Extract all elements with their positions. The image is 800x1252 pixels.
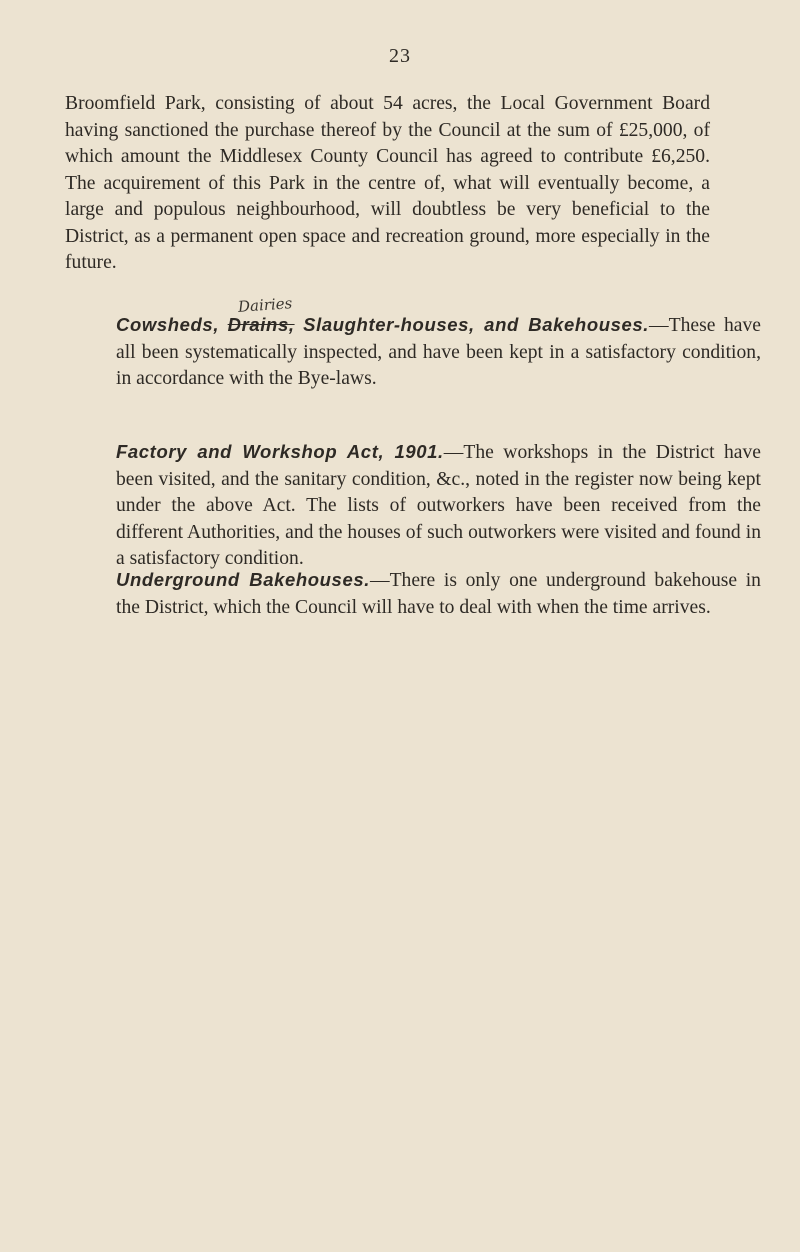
paragraph-cowsheds [65, 312, 761, 393]
bakehouses-heading: Underground Bakehouses. [116, 569, 370, 590]
page-number: 23 [389, 45, 411, 67]
paragraph-underground-bakehouses [65, 567, 761, 621]
struck-word: Drains, [227, 314, 295, 335]
handwritten-correction: Dairies [237, 294, 293, 316]
cowsheds-body: —These have all been systematically inspected, and have been kept in a satisfactory condition, in accordance with the Bye-laws. [116, 315, 761, 389]
cowsheds-heading-start: Cowsheds, [116, 314, 220, 335]
paragraph-broomfield-park: Broomfield Park, consisting of about 54 acres, the Local Government Board having sanctioned the purchase thereof by the Council at the sum of £25,000, of which amount the Middlesex County Council has agreed to contribute £6,250. The acquirement of this Park in the centre of, what will eventually become, a large and populous neighbourhood, will doubtless be very beneficial to the District, as a permanent open space and recreation ground, more especially in the future. [65, 93, 710, 273]
factory-body: —The workshops in the District have been visited, and the sanitary condition, &c., noted in the register now being kept under the above Act. The lists of outworkers have been received from the different Authorities, and the houses of such outworkers were visited and found in a satisfactory condition. [116, 442, 761, 569]
bakehouses-body: —There is only one underground bakehouse in the District, which the Council will have to deal with when the time arrives. [116, 570, 761, 618]
cowsheds-heading-end: Slaughter-houses, and Bakehouses. [303, 314, 650, 335]
paragraph-factory-workshop [65, 439, 761, 573]
factory-heading: Factory and Workshop Act, 1901. [116, 441, 444, 462]
